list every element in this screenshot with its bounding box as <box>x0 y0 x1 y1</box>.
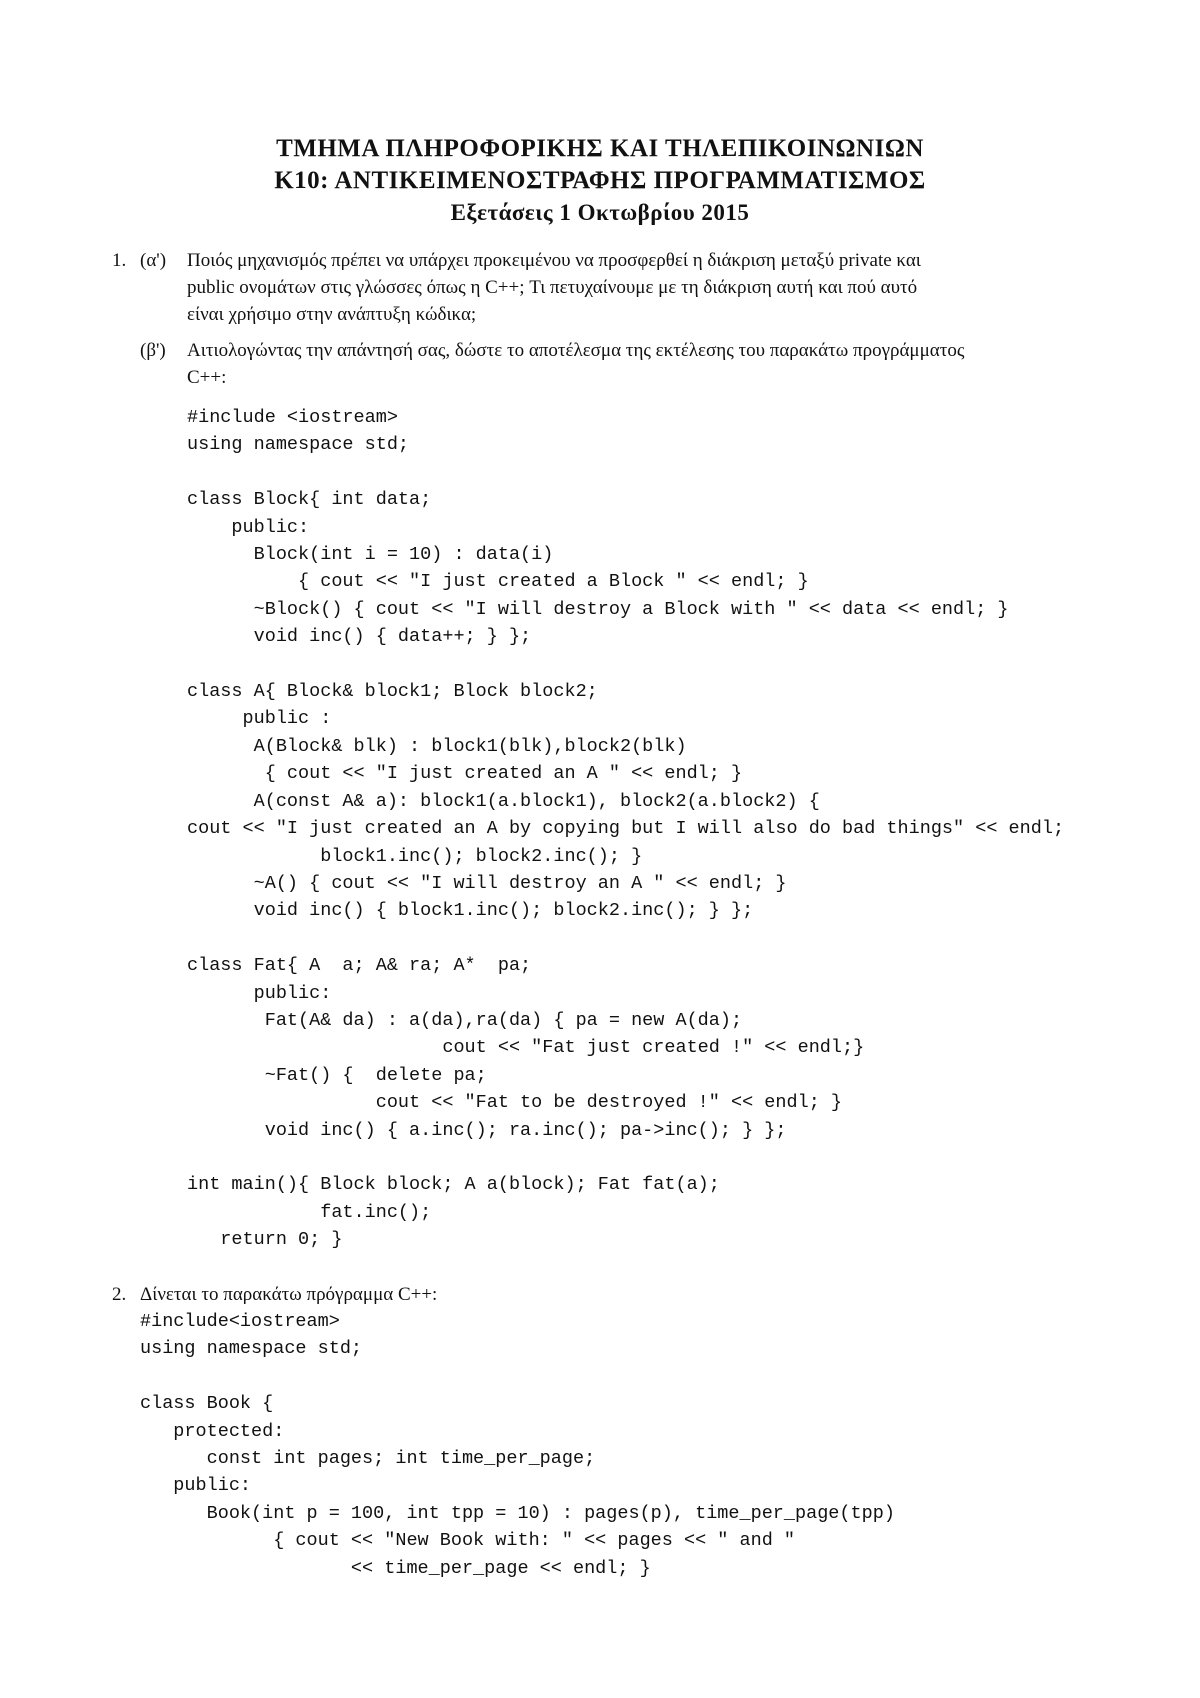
question-1b-code: #include <iostream> using namespace std; class Block{ int data; public: Block(int i = 10) : data(i) { cout << "I just created a Block " << endl; } ~Block() { cout << "I will destroy a Block with " << data << endl; } void inc() { data++; } }; class A{ Block& block1; Block block2; public : A(Block& blk) : block1(blk),block2(blk) { cout << "I just created an A " << endl; } A(const A& a): block1(a.block1), block2(a.block2) { cout << "I just created an A by copying but I will also do bad things" << endl; block1.inc(); block2.inc(); } ~A() { cout << "I will destroy an A " << endl; } void inc() { block1.inc(); block2.inc(); } }; class Fat{ A a; A& ra; A* pa; public: Fat(A& da) : a(da),ra(da) { pa = new A(da); cout << "Fat just created !" << endl;} ~Fat() { delete pa; cout << "Fat to be destroyed !" << endl; } void inc() { a.inc(); ra.inc(); pa->inc(); } }; int main(){ Block block; A a(block); Fat fat(a); fat.inc(); return 0; } <box>187 407 1065 1251</box>
question-1b-line-1: Αιτιολογώντας την απάντησή σας, δώστε το αποτέλεσμα της εκτέλεσης του παρακάτω προγράμματος <box>187 340 965 361</box>
question-1b-line-2: C++: <box>187 367 227 388</box>
question-1a-line-2: public ονομάτων στις γλώσσες όπως η C++; Τι πετυχαίνουμε με τη διάκριση αυτή και πού αυτό <box>187 277 918 298</box>
question-1a-label: (α') <box>140 250 167 271</box>
department-title: ΤΜΗΜΑ ΠΛΗΡΟΦΟΡΙΚΗΣ ΚΑΙ ΤΗΛΕΠΙΚΟΙΝΩΝΙΩΝ <box>276 135 924 162</box>
question-1b-label: (β') <box>140 340 166 361</box>
question-1a-line-1: Ποιός μηχανισμός πρέπει να υπάρχει προκειμένου να προσφερθεί η διάκριση μεταξύ private και <box>187 250 921 271</box>
course-title: Κ10: ΑΝΤΙΚΕΙΜΕΝΟΣΤΡΑΦΗΣ ΠΡΟΓΡΑΜΜΑΤΙΣΜΟΣ <box>274 167 926 194</box>
question-2-intro: Δίνεται το παρακάτω πρόγραμμα C++: <box>140 1284 438 1305</box>
question-2-number: 2. <box>112 1284 127 1305</box>
question-1-number: 1. <box>112 250 127 271</box>
question-2-code: #include<iostream> using namespace std; class Book { protected: const int pages; int time_per_page; public: Book(int p = 100, int tpp = 10) : pages(p), time_per_page(tpp) { cout << "New Book with: " << pages << " and " << time_per_page << endl; } <box>140 1311 895 1579</box>
question-1a-line-3: είναι χρήσιμο στην ανάπτυξη κώδικα; <box>187 304 477 325</box>
exam-date: Εξετάσεις 1 Οκτωβρίου 2015 <box>450 200 750 225</box>
